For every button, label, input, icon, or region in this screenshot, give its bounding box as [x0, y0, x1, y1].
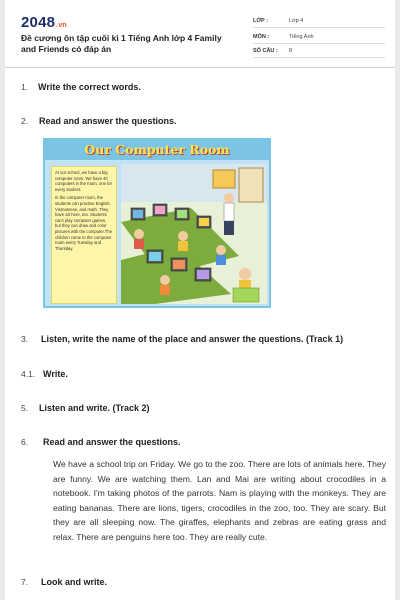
- meta-subject-value: Tiếng Anh: [289, 34, 314, 40]
- site-logo[interactable]: [21, 14, 67, 31]
- question-number: 1.: [21, 82, 29, 92]
- reading-passage: We have a school trip on Friday. We go to the zoo. There are lots of animals here. They are funny. We are watching them. Lan and Mai are writing about crocodiles in a notebook. I'm taking photos of the parrots. Nam is playing with the monkeys. They are eating bananas. There are lions, tigers, crocodiles in the zoo, too. They are scary. But they are all sleeping now. The giraffes, elephants and zebras are eating grass and relax. There are penguins here too. They are really cute.: [53, 459, 386, 542]
- reading-paragraph-2: In the computer room, the students can practise English, Vietnamese, and math. They have art here, too. Students can't play computer games, but they can draw and color pictures with the computer.The children come to the computer room every Tuesday and Thursday.: [55, 195, 113, 251]
- question-text: Read and answer the questions.: [43, 437, 181, 447]
- illustration-reading-panel: [51, 166, 117, 304]
- question-number: 7.: [21, 577, 29, 587]
- question-number: 6.: [21, 437, 29, 447]
- illustration-title: Our Computer Room: [45, 140, 269, 160]
- question-text: Look and write.: [41, 577, 108, 587]
- question-number: 2.: [21, 116, 29, 126]
- reading-paragraph-1: At our school, we have a big computer room. We have 40 computers in the room, one for every student.: [55, 170, 113, 192]
- meta-grade-key: LỚP :: [253, 18, 268, 24]
- question-text: Listen and write. (Track 2): [39, 403, 150, 413]
- question-number: 3.: [21, 334, 29, 344]
- question-number: 4.1.: [21, 369, 36, 379]
- document-title: Đề cương ôn tập cuối kì 1 Tiếng Anh lớp 4 Family and Friends có đáp án: [21, 33, 222, 54]
- question-text: Write the correct words.: [38, 82, 141, 92]
- logo-text: 2048: [21, 14, 56, 31]
- meta-question-count: [253, 46, 385, 58]
- question-number: 5.: [21, 403, 29, 413]
- meta-grade: [253, 16, 385, 28]
- question-text: Write.: [43, 369, 68, 379]
- meta-grade-value: Lớp 4: [289, 18, 304, 24]
- meta-count-key: SỐ CÂU :: [253, 48, 278, 54]
- question-text: Listen, write the name of the place and answer the questions. (Track 1): [41, 334, 344, 344]
- computer-room-illustration: [43, 138, 271, 308]
- meta-count-value: 8: [289, 48, 293, 54]
- document-header: [5, 0, 395, 68]
- meta-subject-key: MÔN :: [253, 34, 270, 40]
- logo-suffix: .vn: [56, 22, 67, 29]
- question-text: Read and answer the questions.: [39, 116, 177, 126]
- worksheet-page: [5, 0, 395, 600]
- meta-subject: [253, 32, 385, 44]
- classroom-picture: [121, 164, 267, 304]
